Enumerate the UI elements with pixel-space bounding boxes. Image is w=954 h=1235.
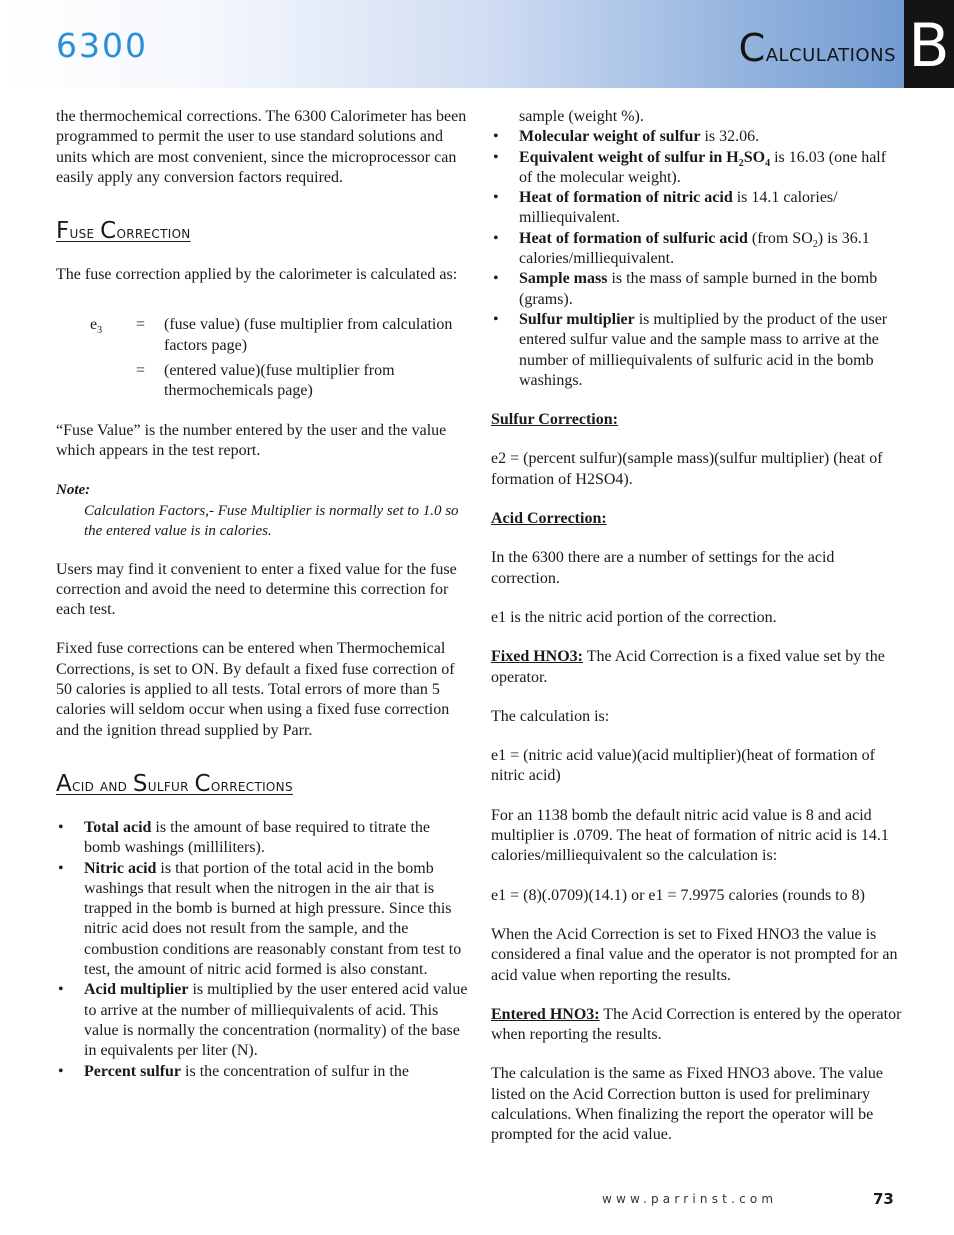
fuse-correction-heading: Fuse Correction (56, 218, 191, 245)
right-column (491, 107, 903, 1146)
list-item: • Equivalent weight of sulfur in $H_2SO_4$ is 16.03 (one half of the molecular weight). (491, 148, 903, 189)
appendix-tab: B (904, 0, 954, 88)
e1-example: e1 = (8)(.0709)(14.1) or e1 = 7.9975 calories (rounds to 8) (491, 886, 865, 904)
list-item: • Nitric acid is that portion of the total acid in the bomb washings that result when the nitrogen in the air that is trapped in the bomb is burned at high pressure. Since this nitric acid does not result from the sample, and the combustion conditions are reasonably constant from test to test, the amount of nitric acid formed is also constant. (56, 859, 468, 981)
list-item: • Acid multiplier is multiplied by the user entered acid value to arrive at the number of milliequivalents of acid. This value is normally the concentration (normality) of the base in equivalents per liter (N). (56, 980, 468, 1061)
entered-hno3-paragraph: Entered HNO3: The Acid Correction is entered by the operator when reporting the results. (491, 1005, 902, 1044)
fuse-value-paragraph: “Fuse Value” is the number entered by the user and the value which appears in the test report. (56, 421, 447, 459)
list-item: • Total acid is the amount of base required to titrate the bomb washings (milliliters). (56, 818, 468, 859)
list-item: • Sample mass is the mass of sample burned in the bomb (grams). (491, 269, 903, 310)
sulfur-definitions-list (491, 127, 903, 391)
users-paragraph: Users may find it convenient to enter a fixed value for the fuse correction and avoid the need to determine this correction for each test. (56, 560, 457, 619)
page-number: 73 (873, 1190, 894, 1208)
fuse-equation-1: $e_3$ = (fuse value) (fuse multiplier from calculation factors page) (90, 316, 453, 354)
list-item: • Heat of formation of nitric acid is 14.1 calories/ milliequivalent. (491, 188, 903, 229)
list-item: • Percent sulfur is the concentration of sulfur in the (56, 1062, 468, 1082)
e1-equation: e1 = (nitric acid value)(acid multiplier)(heat of formation of nitric acid) (491, 747, 875, 785)
calculation-is: The calculation is: (491, 707, 610, 725)
list-item: • Heat of formation of sulfuric acid (from $SO_2$) is 36.1 calories/milliequivalent. (491, 229, 903, 270)
left-column (56, 107, 468, 1082)
acid-correction-heading: Acid Correction: (491, 510, 607, 528)
same-calculation-paragraph: The calculation is the same as Fixed HNO3 above. The value listed on the Acid Correction button is used for preliminary calculations. When finalizing the report the operator will be prompted for the acid value. (491, 1065, 884, 1144)
note-body: Calculation Factors,- Fuse Multiplier is normally set to 1.0 so the entered value is in calories. (84, 502, 459, 539)
model-number: 6300 (56, 26, 148, 65)
acid-intro: In the 6300 there are a number of settings for the acid correction. (491, 549, 835, 587)
list-item: • Molecular weight of sulfur is 32.06. (491, 127, 903, 147)
fixed-hno3-paragraph: Fixed HNO3: The Acid Correction is a fixed value set by the operator. (491, 648, 885, 686)
fixed-final-paragraph: When the Acid Correction is set to Fixed HNO3 the value is considered a final value and the operator is not prompted for an acid value when reporting the results. (491, 925, 898, 984)
continued-text: sample (weight %). (519, 108, 644, 125)
e1-definition: e1 is the nitric acid portion of the correction. (491, 608, 777, 626)
footer-url: www.parrinst.com (602, 1192, 778, 1206)
bomb-paragraph: For an 1138 bomb the default nitric acid value is 8 and acid multiplier is .0709. The heat of formation of nitric acid is 14.1 calories/milliequivalent so the calculation is: (491, 806, 889, 865)
fuse-equation-2: = (entered value)(fuse multiplier from thermochemicals page) (136, 362, 395, 400)
sulfur-correction-heading: Sulfur Correction: (491, 411, 618, 429)
sulfur-equation: e2 = (percent sulfur)(sample mass)(sulfur multiplier) (heat of formation of H2SO4). (491, 450, 883, 488)
note-title: Note: (56, 482, 91, 499)
fixed-fuse-paragraph: Fixed fuse corrections can be entered when Thermochemical Corrections, is set to ON. By default a fixed fuse correction of 50 calories is applied to all tests. Total errors of more than 5 calories will seldom occur when using a fixed fuse correction and the ignition thread supplied by Parr. (56, 640, 455, 739)
acid-sulfur-heading: Acid and Sulfur Corrections (56, 770, 293, 797)
page-header (0, 0, 954, 88)
intro-paragraph: the thermochemical corrections. The 6300 Calorimeter has been programmed to permit the user to use standard solutions and units which are most convenient, since the microprocessor can easily apply any conversion factors required. (56, 108, 467, 186)
list-item: • Sulfur multiplier is multiplied by the product of the user entered sulfur value and the sample mass to arrive at the number of milliequivalents of sulfuric acid in the bomb washings. (491, 310, 903, 391)
acid-definitions-list (56, 818, 468, 1082)
chapter-title: Calculations (738, 26, 896, 70)
fuse-intro: The fuse correction applied by the calorimeter is calculated as: (56, 266, 458, 284)
